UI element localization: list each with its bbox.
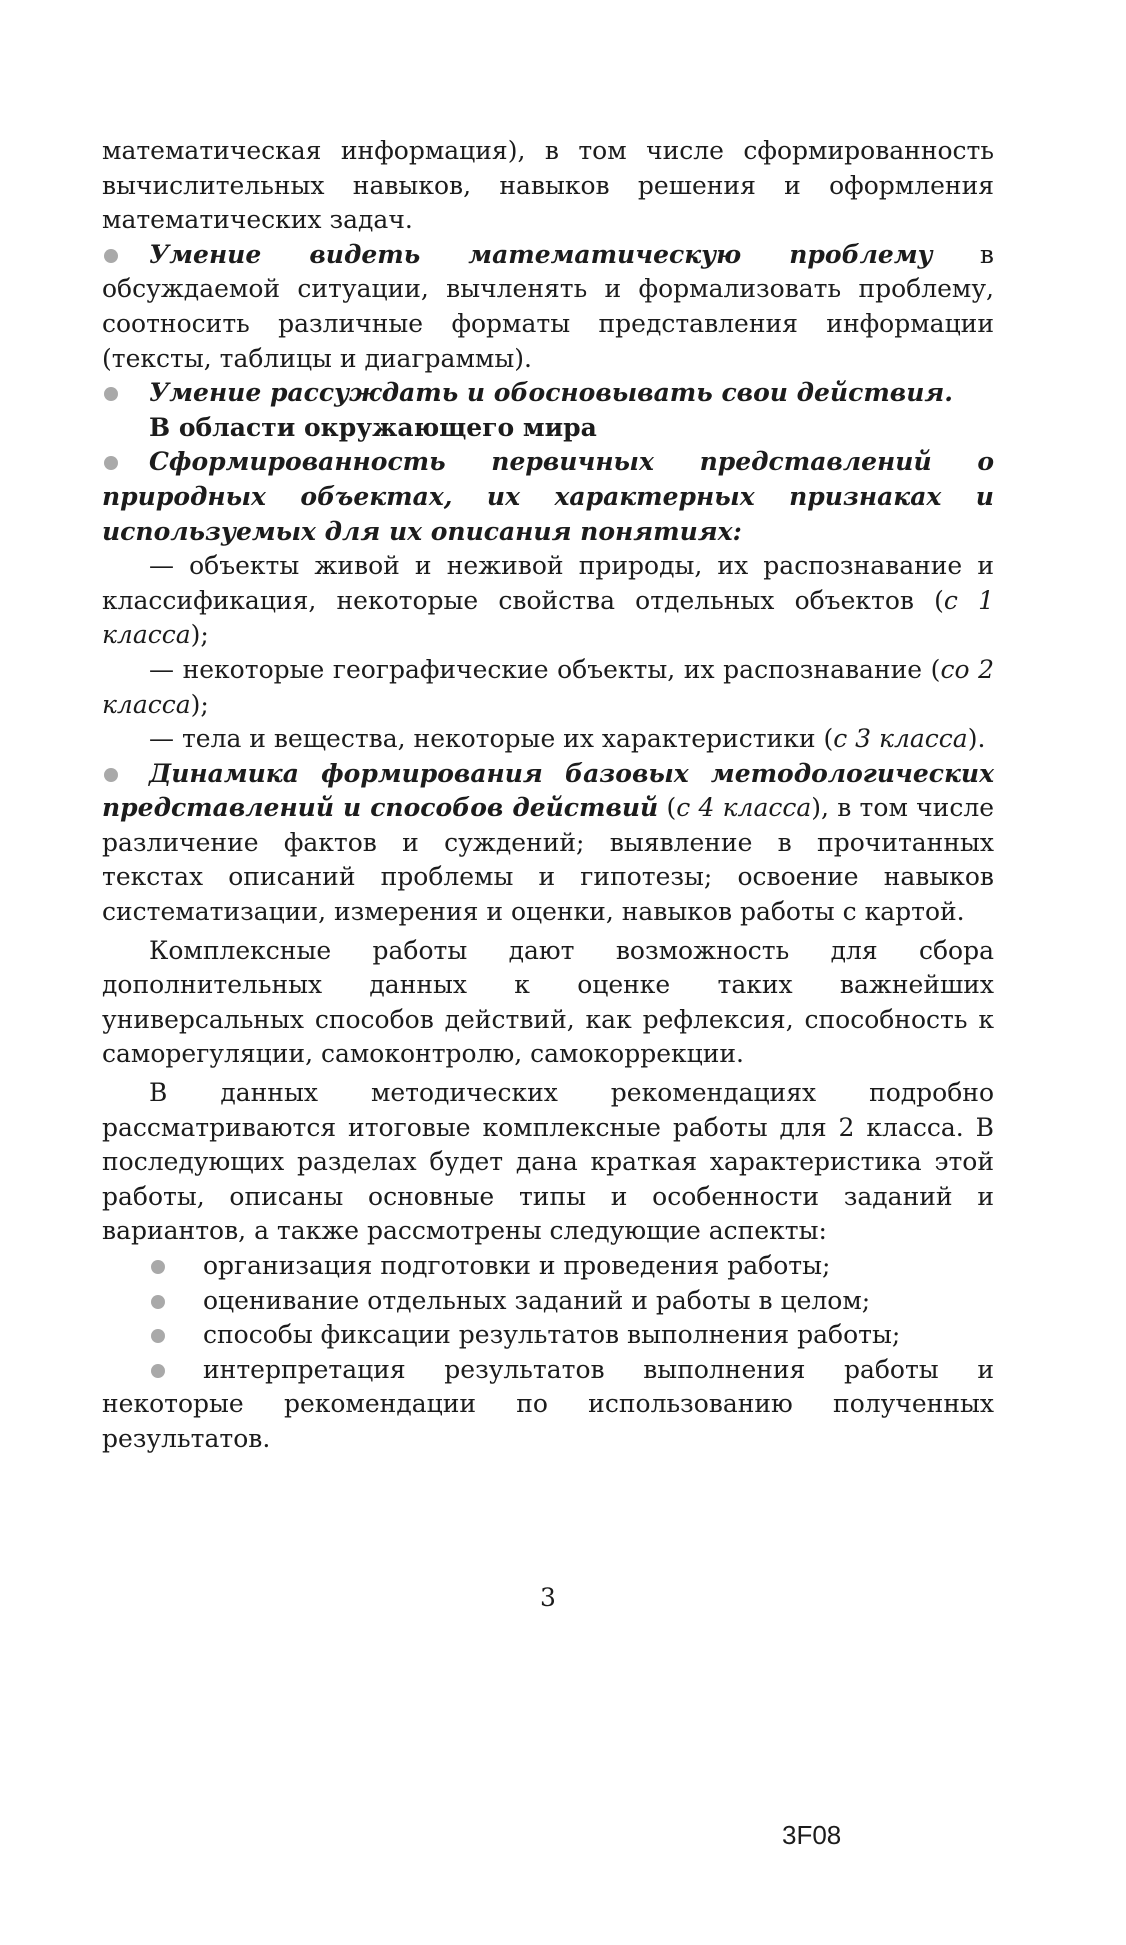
- bullet-item-nature-concepts: [102, 445, 994, 549]
- grade-note: с 1 класса: [102, 585, 994, 650]
- bullet-icon: [151, 1295, 165, 1309]
- grade-note: с 4 класса: [676, 793, 812, 823]
- dash-item-substances: [102, 722, 994, 757]
- list-item-evaluation: [102, 1284, 994, 1319]
- list-item-text: организация подготовки и проведения работы;: [203, 1251, 831, 1280]
- bullet-text: ), в том числе различение фактов и суждений; выявление в прочитанных текстах описаний проблемы и гипотезы; освоение навыков систематизации, измерения и оценки, навыков работы с картой.: [102, 793, 994, 927]
- paragraph-complex-works: Комплексные работы дают возможность для сбора дополнительных данных к оценке таких важнейших универсальных способов действий, как рефлексия, способность к саморегуляции, самоконтролю, самокоррекции.: [102, 935, 994, 1069]
- paragraph-continuation: математическая информация), в том числе сформированность вычислительных навыков, навыков решения и оформления математических задач.: [102, 136, 994, 235]
- bullet-icon: [104, 456, 118, 470]
- dash-end: );: [190, 620, 209, 650]
- list-item-interpretation: [102, 1353, 994, 1457]
- list-item-organization: [102, 1249, 994, 1284]
- bullet-lead: Сформированность первичных представлений о природных объектах, их характерных признаках и используемых для их описания понятиях:: [102, 447, 994, 546]
- bullet-lead: Динамика формирования базовых методологических представлений и способов действий: [102, 758, 994, 823]
- dash-text: — тела и вещества, некоторые их характеристики (: [149, 724, 834, 754]
- dash-text: — объекты живой и неживой природы, их распознавание и классификация, некоторые свойства отдельных объектов (: [102, 551, 994, 615]
- bullet-lead: Умение рассуждать и обосновывать свои действия.: [149, 378, 953, 408]
- dash-end: );: [190, 689, 209, 719]
- grade-note: с 3 класса: [833, 724, 968, 754]
- list-item-text: интерпретация результатов выполнения работы и некоторые рекомендации по использованию полученных результатов.: [102, 1354, 994, 1453]
- bullet-icon: [151, 1260, 165, 1274]
- list-item-recording: [102, 1318, 994, 1353]
- dash-end: ).: [967, 724, 986, 754]
- bullet-paren: (: [658, 793, 677, 823]
- bullet-icon: [104, 387, 118, 401]
- section-heading: В области окружающего мира: [149, 412, 597, 442]
- paragraph-recommendations: В данных методических рекомендациях подробно рассматриваются итоговые комплексные работы для 2 класса. В последующих разделах будет дана краткая характеристика этой работы, описаны основные типы и особенности заданий и вариантов, а также рассмотрены следующие аспекты:: [102, 1078, 994, 1246]
- bullet-icon: [151, 1329, 165, 1343]
- list-item-text: способы фиксации результатов выполнения работы;: [203, 1320, 901, 1350]
- dash-item-geography: [102, 653, 994, 722]
- footer-code: 3F08: [782, 1820, 842, 1850]
- bullet-item-methodology: [102, 757, 994, 930]
- dash-text: — некоторые географические объекты, их распознавание (: [149, 654, 941, 684]
- bullet-item-reasoning: [102, 376, 994, 411]
- grade-note: со 2 класса: [102, 654, 994, 719]
- bullet-text: в обсуждаемой ситуации, вычленять и формализовать проблему, соотносить различные форматы представления информации (тексты, таблицы и диаграммы).: [102, 239, 994, 373]
- dash-item-living-nature: [102, 549, 994, 653]
- bullet-icon: [151, 1364, 165, 1378]
- bullet-item-math-problem: [102, 238, 994, 376]
- bullet-icon: [104, 249, 118, 263]
- page-body: [102, 134, 994, 1457]
- list-item-text: оценивание отдельных заданий и работы в целом;: [203, 1285, 871, 1315]
- bullet-lead: Умение видеть математическую проблему: [149, 239, 933, 269]
- bullet-icon: [104, 768, 118, 782]
- page-number: 3: [540, 1583, 556, 1612]
